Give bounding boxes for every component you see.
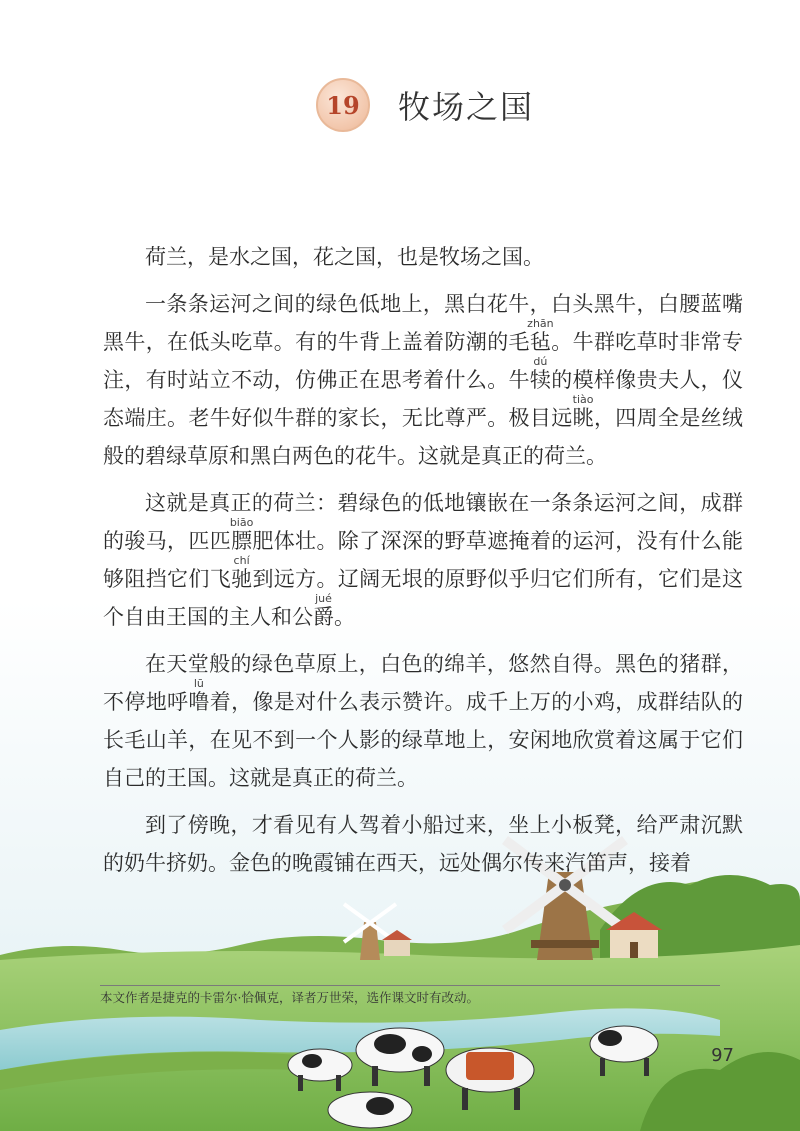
author-footnote: 本文作者是捷克的卡雷尔·恰佩克，译者万世荣，选作课文时有改动。 <box>100 985 720 1006</box>
lesson-header <box>0 78 800 132</box>
pinyin-annotation: 眺tiào <box>572 393 594 430</box>
lesson-number-badge: 19 <box>316 78 370 132</box>
page-number: 97 <box>711 1045 734 1066</box>
pinyin-annotation: 噜lū <box>188 677 210 714</box>
paragraph-1: 荷兰，是水之国，花之国，也是牧场之国。 <box>145 245 544 269</box>
paragraph-4: 在天堂般的绿色草原上，白色的绵羊，悠然自得。黑色的猪群，不停地呼噜lū着，像是对什么表示赞许。成千上万的小鸡，成群结队的长毛山羊，在见不到一个人影的绿草地上，安闲地欣赏着这属于它们自己的王国。这就是真正的荷兰。 <box>103 652 744 790</box>
paragraph-3: 这就是真正的荷兰：碧绿色的低地镶嵌在一条条运河之间，成群的骏马，匹匹膘biāo肥体壮。除了深深的野草遮掩着的运河，没有什么能够阻挡它们飞驰chí到远方。辽阔无垠的原野似乎归它们所有，它们是这个自由王国的主人和公爵jué。 <box>103 491 744 629</box>
paragraph-2: 一条条运河之间的绿色低地上，黑白花牛，白头黑牛，白腰蓝嘴黑牛，在低头吃草。有的牛背上盖着防潮的毛毡zhān。牛群吃草时非常专注，有时站立不动，仿佛正在思考着什么。牛犊dú的模样像贵夫人，仪态端庄。老牛好似牛群的家长，无比尊严。极目远眺tiào，四周全是丝绒般的碧绿草原和黑白两色的花牛。这就是真正的荷兰。 <box>103 292 744 468</box>
pinyin-annotation: 爵jué <box>313 592 334 629</box>
cow-4 <box>328 1092 412 1128</box>
lesson-title: 牧场之国 <box>397 88 534 126</box>
pinyin-annotation: 犊dú <box>529 355 552 392</box>
pinyin-annotation: 膘biāo <box>229 516 254 553</box>
pinyin-annotation: 驰chí <box>231 554 253 591</box>
paragraph-5: 到了傍晚，才看见有人驾着小船过来，坐上小板凳，给严肃沉默的奶牛挤奶。金色的晚霞铺在西天，远处偶尔传来汽笛声，接着 <box>103 813 743 875</box>
pinyin-annotation: 毡zhān <box>527 317 554 354</box>
lesson-body <box>103 238 743 891</box>
